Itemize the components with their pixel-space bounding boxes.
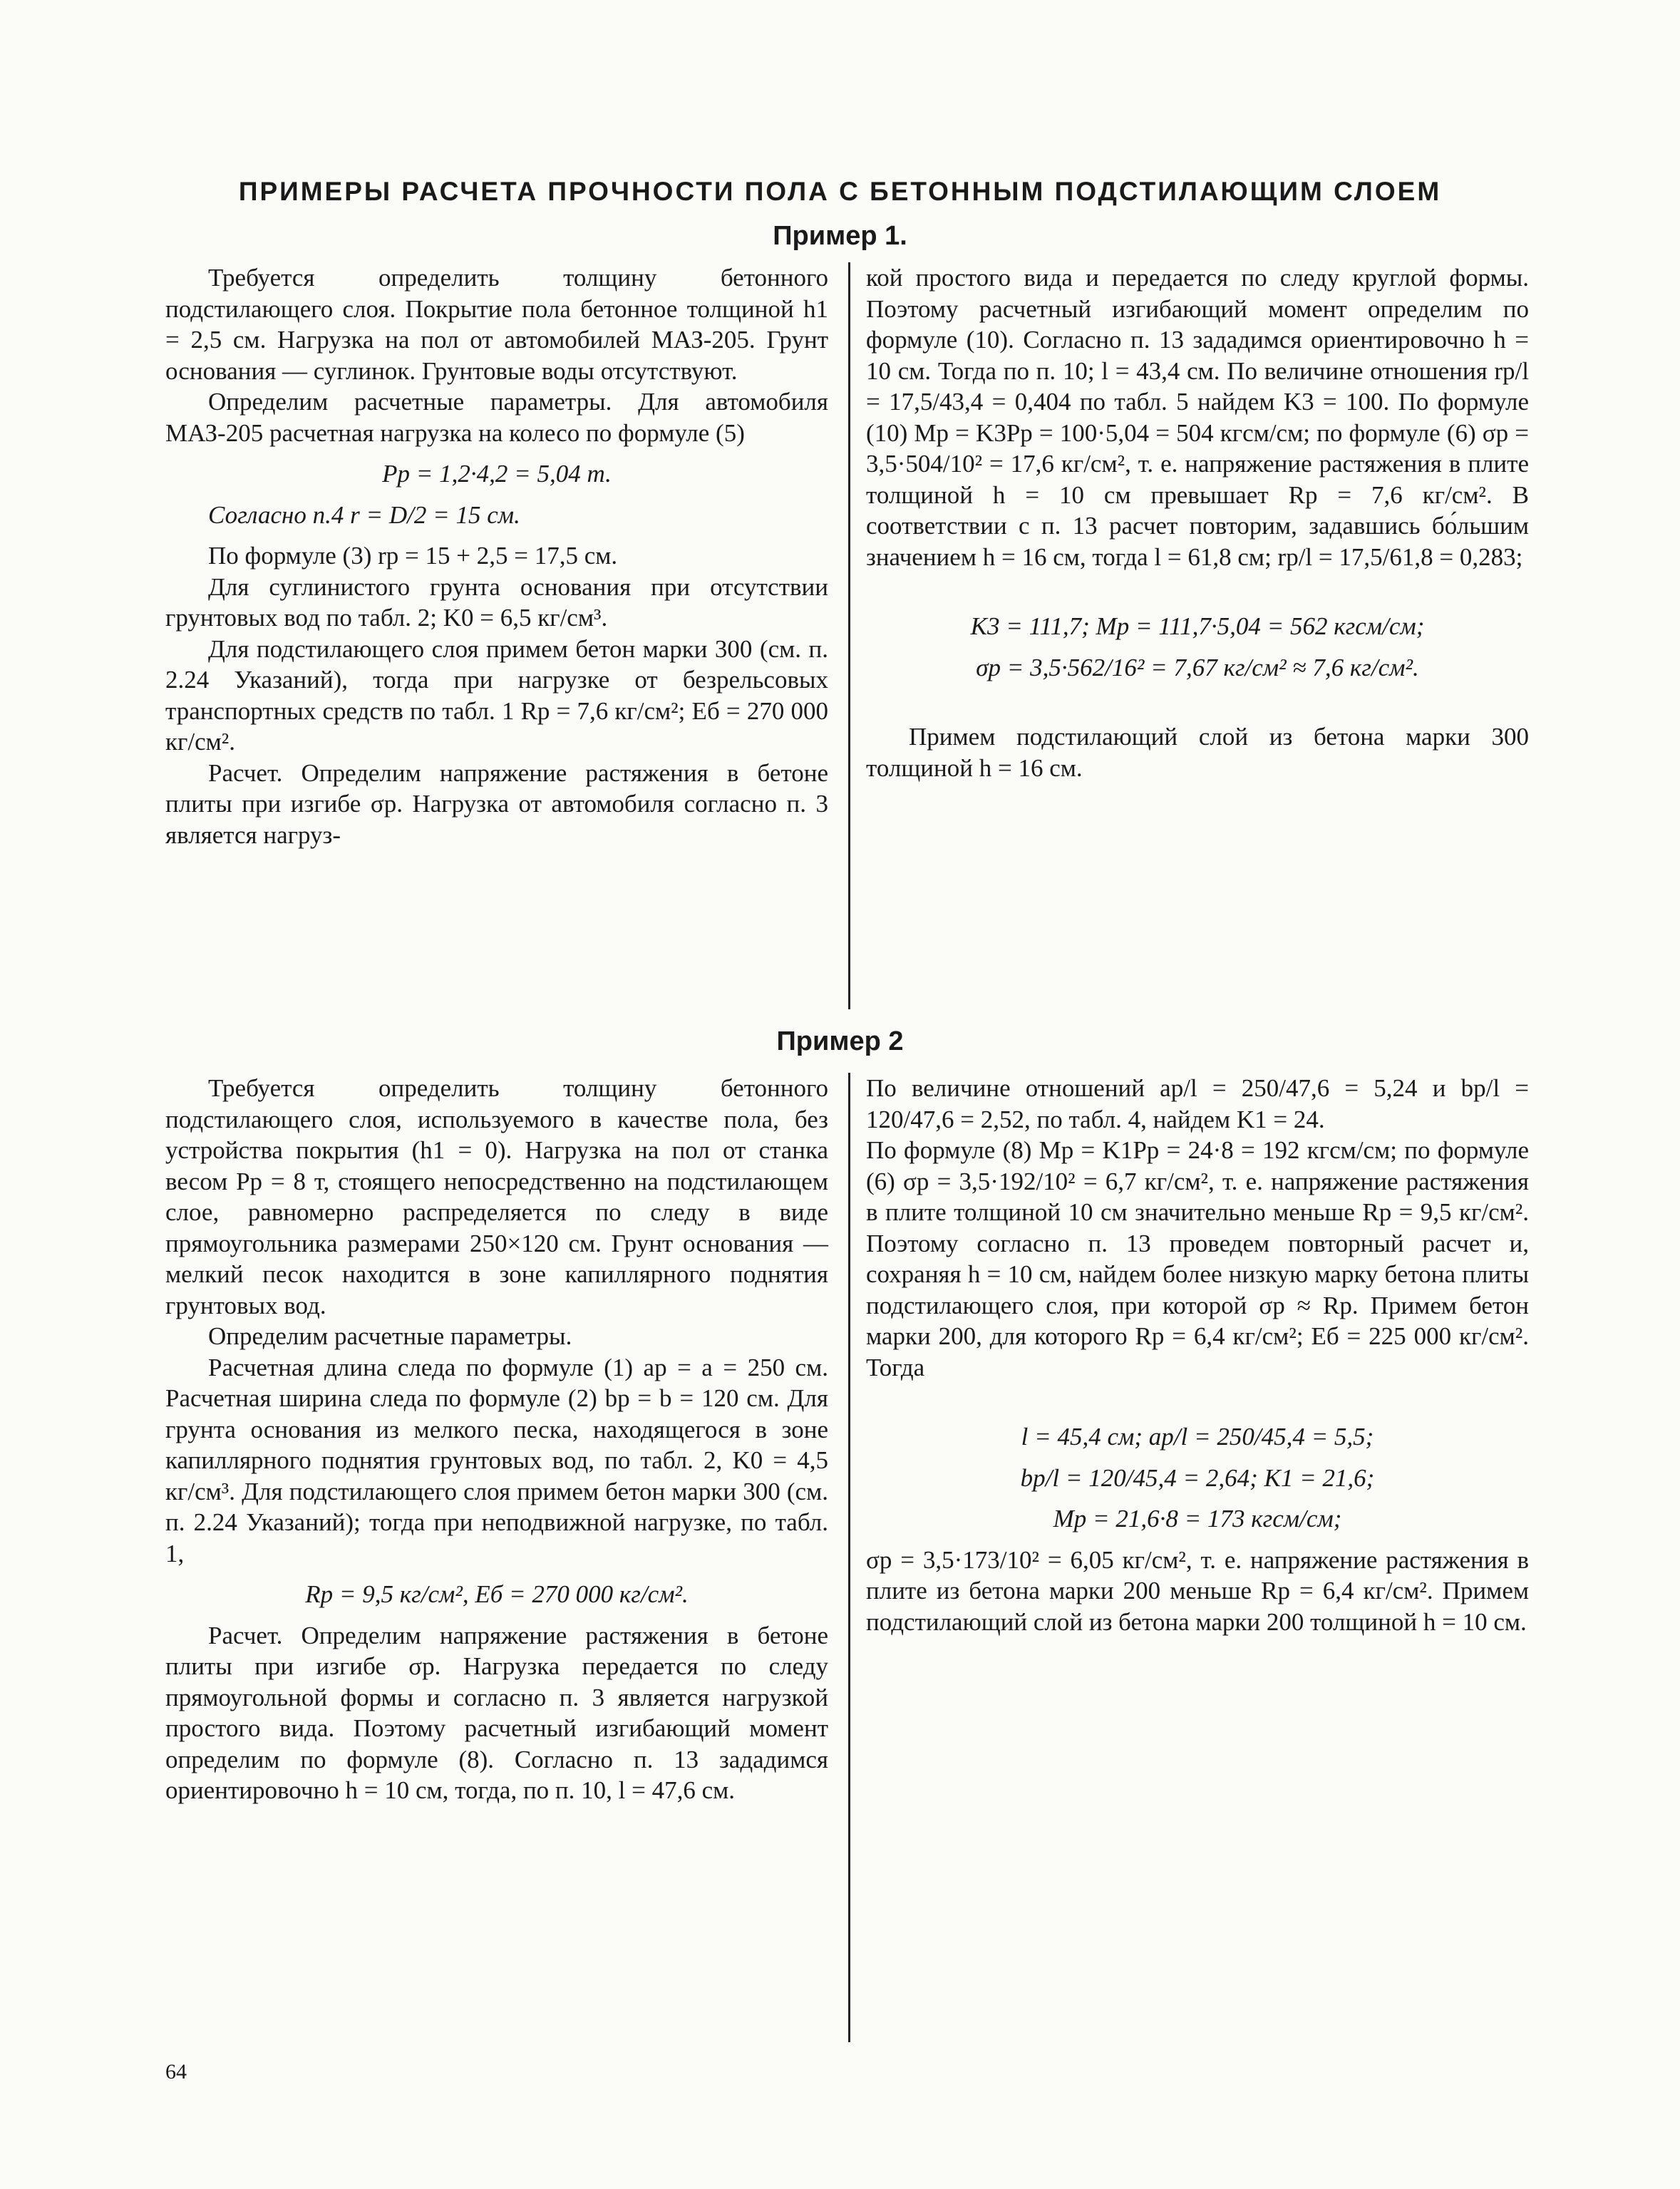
paragraph: Для подстилающего слоя примем бетон марки 300 (см. п. 2.24 Указаний), тогда при нагрузке от безрельсовых транспортных средств по табл. 1 Rp = 7,6 кг/см²; Eб = 270 000 кг/см². [165, 634, 828, 756]
paragraph: Для суглинистого грунта основания при отсутствии грунтовых вод по табл. 2; K0 = 6,5 кг/см³. [165, 572, 828, 632]
paragraph: Определим расчетные параметры. Для автомобиля МАЗ-205 расчетная нагрузка на колесо по формуле (5) [165, 388, 828, 447]
paragraph: По формуле (3) rp = 15 + 2,5 = 17,5 см. [208, 542, 618, 570]
formula: bp/l = 120/45,4 = 2,64; K1 = 21,6; [1020, 1463, 1375, 1492]
formula: Согласно п.4 r = D/2 = 15 см. [208, 500, 520, 529]
formula: σp = 3,5·562/16² = 7,67 кг/см² ≈ 7,6 кг/см². [976, 653, 1419, 681]
example-2-right-column [866, 1073, 1529, 1637]
example-1-right-column [866, 262, 1529, 783]
formula: Mp = 21,6·8 = 173 кгсм/см; [1053, 1505, 1342, 1533]
paragraph: Расчет. Определим напряжение растяжения в бетоне плиты при изгибе σp. Нагрузка передается по следу прямоугольной формы и согласно п. 3 является нагрузкой простого вида. Поэтому расчетный изгибающий момент определим по формуле (8). Согласно п. 13 зададимся ориентировочно h = 10 см, тогда, по п. 10, l = 47,6 см. [165, 1621, 828, 1804]
formula: l = 45,4 см; ap/l = 250/45,4 = 5,5; [1021, 1423, 1374, 1451]
paragraph: По формуле (8) Mp = K1Pp = 24·8 = 192 кгсм/см; по формуле (6) σp = 3,5·192/10² = 6,7 кг/см², т. е. напряжение растяжения в плите толщиной 10 см значительно меньше Rp = 9,5 кг/см². Поэтому согласно п. 13 проведем повторный расчет и, сохраняя h = 10 см, найдем более низкую марку бетона плиты подстилающего слоя, при которой σp ≈ Rp. Примем бетон марки 200, для которого Rp = 6,4 кг/см²; Eб = 225 000 кг/см². Тогда [866, 1136, 1529, 1381]
paragraph: Определим расчетные параметры. [208, 1322, 572, 1350]
paragraph: Примем подстилающий слой из бетона марки 300 толщиной h = 16 см. [866, 723, 1529, 782]
column-divider [848, 1073, 850, 2042]
paragraph: Требуется определить толщину бетонного подстилающего слоя. Покрытие пола бетонное толщиной h1 = 2,5 см. Нагрузка на пол от автомобилей МАЗ-205. Грунт основания — суглинок. Грунтовые воды отсутствуют. [165, 264, 828, 385]
column-divider [848, 262, 850, 1009]
page-number: 64 [165, 2060, 187, 2084]
paragraph: По величине отношений ap/l = 250/47,6 = 5,24 и bp/l = 120/47,6 = 2,52, по табл. 4, найдем K1 = 24. [866, 1074, 1529, 1133]
paragraph: Расчетная длина следа по формуле (1) ap = a = 250 см. Расчетная ширина следа по формуле (2) bp = b = 120 см. Для грунта основания из мелкого песка, находящегося в зоне капиллярного поднятия грунтовых вод, по табл. 2, K0 = 4,5 кг/см³. Для подстилающего слоя примем бетон марки 300 (см. п. 2.24 Указаний); тогда при неподвижной нагрузке, по табл. 1, [165, 1353, 828, 1567]
formula: Pp = 1,2·4,2 = 5,04 т. [382, 460, 612, 488]
paragraph: σp = 3,5·173/10² = 6,05 кг/см², т. е. напряжение растяжения в плите из бетона марки 200 меньше Rp = 6,4 кг/см². Примем подстилающий слой из бетона марки 200 толщиной h = 10 см. [866, 1545, 1529, 1636]
page-title: ПРИМЕРЫ РАСЧЕТА ПРОЧНОСТИ ПОЛА С БЕТОННЫМ ПОДСТИЛАЮЩИМ СЛОЕМ [238, 177, 1442, 206]
paragraph: Требуется определить толщину бетонного подстилающего слоя, используемого в качестве пола, без устройства покрытия (h1 = 0). Нагрузка на пол от станка весом Pp = 8 т, стоящего непосредственно на подстилающем слое, равномерно распределяется по следу в виде прямоугольника размерами 250×120 см. Грунт основания — мелкий песок находится в зоне капиллярного поднятия грунтовых вод. [165, 1074, 828, 1319]
paragraph: кой простого вида и передается по следу круглой формы. Поэтому расчетный изгибающий момент определим по формуле (10). Согласно п. 13 зададимся ориентировочно h = 10 см. Тогда по п. 10; l = 43,4 см. По величине отношения rp/l = 17,5/43,4 = 0,404 по табл. 5 найдем K3 = 100. По формуле (10) Mp = K3Pp = 100·5,04 = 504 кгсм/см; по формуле (6) σp = 3,5·504/10² = 17,6 кг/см², т. е. напряжение растяжения в плите толщиной h = 10 см превышает Rp = 7,6 кг/см². В соответствии с п. 13 расчет повторим, задавшись бо́льшим значением h = 16 см, тогда l = 61,8 см; rp/l = 17,5/61,8 = 0,283; [866, 264, 1529, 571]
formula: Rp = 9,5 кг/см², Eб = 270 000 кг/см². [305, 1580, 689, 1608]
example-1-left-column [165, 262, 828, 850]
example-2-left-column [165, 1073, 828, 1806]
example-2-heading: Пример 2 [776, 1026, 904, 1056]
formula: K3 = 111,7; Mp = 111,7·5,04 = 562 кгсм/см; [970, 612, 1425, 640]
paragraph: Расчет. Определим напряжение растяжения в бетоне плиты при изгибе σp. Нагрузка от автомобиля согласно п. 3 является нагруз- [165, 758, 828, 849]
example-1-heading: Пример 1. [773, 221, 907, 251]
